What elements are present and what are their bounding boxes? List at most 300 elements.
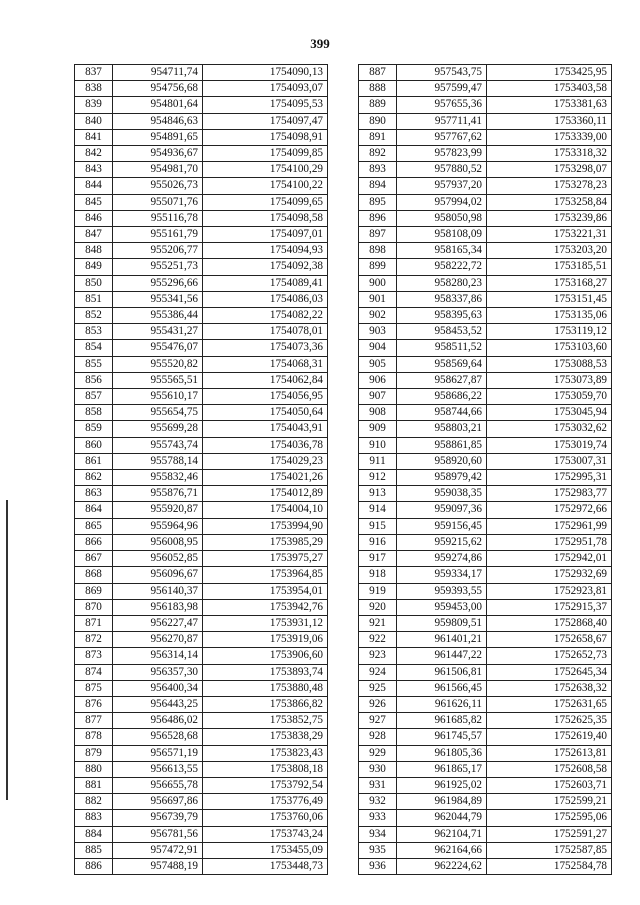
- x-coordinate-cell: 956781,56: [113, 826, 203, 842]
- table-row: [75, 437, 328, 453]
- table-row: [359, 696, 612, 712]
- point-number-cell: 917: [359, 551, 397, 567]
- table-row: [75, 324, 328, 340]
- y-coordinate-cell: 1753919,06: [203, 632, 328, 648]
- y-coordinate-cell: 1753258,84: [487, 194, 612, 210]
- x-coordinate-cell: 954981,70: [113, 162, 203, 178]
- point-number-cell: 840: [75, 113, 113, 129]
- x-coordinate-cell: 955386,44: [113, 308, 203, 324]
- point-number-cell: 897: [359, 227, 397, 243]
- table-row: [75, 81, 328, 97]
- table-row: [359, 275, 612, 291]
- point-number-cell: 870: [75, 599, 113, 615]
- x-coordinate-cell: 957823,99: [397, 146, 487, 162]
- table-row: [359, 534, 612, 550]
- x-coordinate-cell: 956443,25: [113, 696, 203, 712]
- point-number-cell: 871: [75, 615, 113, 631]
- x-coordinate-cell: 956270,87: [113, 632, 203, 648]
- y-coordinate-cell: 1753838,29: [203, 729, 328, 745]
- point-number-cell: 929: [359, 745, 397, 761]
- y-coordinate-cell: 1754073,36: [203, 340, 328, 356]
- y-coordinate-cell: 1752932,69: [487, 567, 612, 583]
- y-coordinate-cell: 1752658,67: [487, 632, 612, 648]
- point-number-cell: 859: [75, 421, 113, 437]
- table-row: [75, 615, 328, 631]
- y-coordinate-cell: 1753985,29: [203, 534, 328, 550]
- y-coordinate-cell: 1754095,53: [203, 97, 328, 113]
- table-row: [359, 194, 612, 210]
- y-coordinate-cell: 1753073,89: [487, 372, 612, 388]
- y-coordinate-cell: 1754086,03: [203, 291, 328, 307]
- y-coordinate-cell: 1753880,48: [203, 680, 328, 696]
- point-number-cell: 861: [75, 453, 113, 469]
- x-coordinate-cell: 954756,68: [113, 81, 203, 97]
- x-coordinate-cell: 958337,86: [397, 291, 487, 307]
- x-coordinate-cell: 961685,82: [397, 713, 487, 729]
- x-coordinate-cell: 955699,28: [113, 421, 203, 437]
- point-number-cell: 845: [75, 194, 113, 210]
- point-number-cell: 852: [75, 308, 113, 324]
- x-coordinate-cell: 954711,74: [113, 65, 203, 81]
- page-number: 399: [310, 36, 330, 51]
- y-coordinate-cell: 1754097,47: [203, 113, 328, 129]
- table-row: [359, 599, 612, 615]
- x-coordinate-cell: 962104,71: [397, 826, 487, 842]
- table-row: [75, 842, 328, 858]
- table-row: [359, 470, 612, 486]
- x-coordinate-cell: 958979,42: [397, 470, 487, 486]
- y-coordinate-cell: 1753088,53: [487, 356, 612, 372]
- x-coordinate-cell: 958569,64: [397, 356, 487, 372]
- x-coordinate-cell: 959156,45: [397, 518, 487, 534]
- y-coordinate-cell: 1753942,76: [203, 599, 328, 615]
- table-row: [75, 259, 328, 275]
- table-row: [75, 389, 328, 405]
- point-number-cell: 855: [75, 356, 113, 372]
- y-coordinate-cell: 1752995,31: [487, 470, 612, 486]
- x-coordinate-cell: 959097,36: [397, 502, 487, 518]
- x-coordinate-cell: 958453,52: [397, 324, 487, 340]
- x-coordinate-cell: 955251,73: [113, 259, 203, 275]
- x-coordinate-cell: 958280,23: [397, 275, 487, 291]
- point-number-cell: 853: [75, 324, 113, 340]
- table-row: [75, 680, 328, 696]
- x-coordinate-cell: 956697,86: [113, 794, 203, 810]
- point-number-cell: 876: [75, 696, 113, 712]
- x-coordinate-cell: 961865,17: [397, 761, 487, 777]
- point-number-cell: 858: [75, 405, 113, 421]
- point-number-cell: 880: [75, 761, 113, 777]
- table-row: [359, 615, 612, 631]
- table-row: [359, 81, 612, 97]
- point-number-cell: 873: [75, 648, 113, 664]
- table-row: [75, 810, 328, 826]
- y-coordinate-cell: 1753203,20: [487, 243, 612, 259]
- y-coordinate-cell: 1753994,90: [203, 518, 328, 534]
- point-number-cell: 868: [75, 567, 113, 583]
- point-number-cell: 916: [359, 534, 397, 550]
- y-coordinate-cell: 1754093,07: [203, 81, 328, 97]
- table-row: [75, 65, 328, 81]
- point-number-cell: 882: [75, 794, 113, 810]
- x-coordinate-cell: 955520,82: [113, 356, 203, 372]
- table-row: [75, 243, 328, 259]
- y-coordinate-cell: 1753403,58: [487, 81, 612, 97]
- x-coordinate-cell: 954846,63: [113, 113, 203, 129]
- y-coordinate-cell: 1752625,35: [487, 713, 612, 729]
- y-coordinate-cell: 1753019,74: [487, 437, 612, 453]
- table-row: [75, 664, 328, 680]
- point-number-cell: 886: [75, 858, 113, 874]
- table-row: [75, 486, 328, 502]
- point-number-cell: 912: [359, 470, 397, 486]
- y-coordinate-cell: 1753059,70: [487, 389, 612, 405]
- point-number-cell: 842: [75, 146, 113, 162]
- point-number-cell: 906: [359, 372, 397, 388]
- table-row: [359, 437, 612, 453]
- table-row: [359, 389, 612, 405]
- table-row: [75, 308, 328, 324]
- point-number-cell: 914: [359, 502, 397, 518]
- table-row: [75, 340, 328, 356]
- x-coordinate-cell: 959038,35: [397, 486, 487, 502]
- x-coordinate-cell: 956613,55: [113, 761, 203, 777]
- y-coordinate-cell: 1753278,23: [487, 178, 612, 194]
- x-coordinate-cell: 956357,30: [113, 664, 203, 680]
- y-coordinate-cell: 1753792,54: [203, 777, 328, 793]
- table-row: [359, 680, 612, 696]
- point-number-cell: 934: [359, 826, 397, 842]
- point-number-cell: 844: [75, 178, 113, 194]
- y-coordinate-cell: 1753975,27: [203, 551, 328, 567]
- table-row: [359, 632, 612, 648]
- point-number-cell: 860: [75, 437, 113, 453]
- table-row: [75, 534, 328, 550]
- y-coordinate-cell: 1753852,75: [203, 713, 328, 729]
- table-row: [75, 227, 328, 243]
- point-number-cell: 921: [359, 615, 397, 631]
- point-number-cell: 872: [75, 632, 113, 648]
- point-number-cell: 909: [359, 421, 397, 437]
- x-coordinate-cell: 956739,79: [113, 810, 203, 826]
- point-number-cell: 915: [359, 518, 397, 534]
- scan-edge-mark: [6, 500, 8, 800]
- table-row: [359, 794, 612, 810]
- table-row: [75, 583, 328, 599]
- point-number-cell: 935: [359, 842, 397, 858]
- point-number-cell: 854: [75, 340, 113, 356]
- table-row: [359, 810, 612, 826]
- y-coordinate-cell: 1753221,31: [487, 227, 612, 243]
- x-coordinate-cell: 958108,09: [397, 227, 487, 243]
- table-row: [75, 551, 328, 567]
- x-coordinate-cell: 958686,22: [397, 389, 487, 405]
- y-coordinate-cell: 1753866,82: [203, 696, 328, 712]
- table-row: [75, 178, 328, 194]
- y-coordinate-cell: 1753823,43: [203, 745, 328, 761]
- x-coordinate-cell: 959393,55: [397, 583, 487, 599]
- y-coordinate-cell: 1752983,77: [487, 486, 612, 502]
- point-number-cell: 850: [75, 275, 113, 291]
- table-row: [359, 567, 612, 583]
- y-coordinate-cell: 1753239,86: [487, 210, 612, 226]
- x-coordinate-cell: 961447,22: [397, 648, 487, 664]
- y-coordinate-cell: 1752915,37: [487, 599, 612, 615]
- x-coordinate-cell: 962044,79: [397, 810, 487, 826]
- x-coordinate-cell: 955431,27: [113, 324, 203, 340]
- table-row: [359, 129, 612, 145]
- point-number-cell: 839: [75, 97, 113, 113]
- point-number-cell: 902: [359, 308, 397, 324]
- point-number-cell: 933: [359, 810, 397, 826]
- table-row: [359, 777, 612, 793]
- y-coordinate-cell: 1752645,34: [487, 664, 612, 680]
- y-coordinate-cell: 1753103,60: [487, 340, 612, 356]
- y-coordinate-cell: 1753339,00: [487, 129, 612, 145]
- point-number-cell: 848: [75, 243, 113, 259]
- x-coordinate-cell: 961401,21: [397, 632, 487, 648]
- x-coordinate-cell: 954801,64: [113, 97, 203, 113]
- x-coordinate-cell: 956183,98: [113, 599, 203, 615]
- table-row: [359, 340, 612, 356]
- y-coordinate-cell: 1753743,24: [203, 826, 328, 842]
- y-coordinate-cell: 1753119,12: [487, 324, 612, 340]
- y-coordinate-cell: 1754099,65: [203, 194, 328, 210]
- point-number-cell: 866: [75, 534, 113, 550]
- x-coordinate-cell: 955476,07: [113, 340, 203, 356]
- y-coordinate-cell: 1754056,95: [203, 389, 328, 405]
- point-number-cell: 841: [75, 129, 113, 145]
- point-number-cell: 889: [359, 97, 397, 113]
- table-row: [359, 745, 612, 761]
- x-coordinate-cell: 961506,81: [397, 664, 487, 680]
- y-coordinate-cell: 1754068,31: [203, 356, 328, 372]
- x-coordinate-cell: 957711,41: [397, 113, 487, 129]
- point-number-cell: 899: [359, 259, 397, 275]
- x-coordinate-cell: 957599,47: [397, 81, 487, 97]
- y-coordinate-cell: 1753954,01: [203, 583, 328, 599]
- table-row: [75, 356, 328, 372]
- x-coordinate-cell: 956571,19: [113, 745, 203, 761]
- table-row: [359, 210, 612, 226]
- y-coordinate-cell: 1752603,71: [487, 777, 612, 793]
- x-coordinate-cell: 959274,86: [397, 551, 487, 567]
- x-coordinate-cell: 961984,89: [397, 794, 487, 810]
- point-number-cell: 877: [75, 713, 113, 729]
- y-coordinate-cell: 1752584,78: [487, 858, 612, 874]
- point-number-cell: 925: [359, 680, 397, 696]
- point-number-cell: 867: [75, 551, 113, 567]
- x-coordinate-cell: 956655,78: [113, 777, 203, 793]
- y-coordinate-cell: 1754078,01: [203, 324, 328, 340]
- x-coordinate-cell: 962224,62: [397, 858, 487, 874]
- y-coordinate-cell: 1753381,63: [487, 97, 612, 113]
- table-row: [359, 518, 612, 534]
- table-row: [75, 518, 328, 534]
- point-number-cell: 878: [75, 729, 113, 745]
- table-row: [359, 324, 612, 340]
- y-coordinate-cell: 1752631,65: [487, 696, 612, 712]
- point-number-cell: 881: [75, 777, 113, 793]
- table-row: [75, 97, 328, 113]
- x-coordinate-cell: 959809,51: [397, 615, 487, 631]
- point-number-cell: 893: [359, 162, 397, 178]
- y-coordinate-cell: 1753168,27: [487, 275, 612, 291]
- table-row: [75, 275, 328, 291]
- x-coordinate-cell: 959453,00: [397, 599, 487, 615]
- y-coordinate-cell: 1752923,81: [487, 583, 612, 599]
- table-row: [75, 794, 328, 810]
- point-number-cell: 869: [75, 583, 113, 599]
- x-coordinate-cell: 955116,78: [113, 210, 203, 226]
- point-number-cell: 901: [359, 291, 397, 307]
- point-number-cell: 862: [75, 470, 113, 486]
- point-number-cell: 857: [75, 389, 113, 405]
- table-row: [359, 146, 612, 162]
- point-number-cell: 922: [359, 632, 397, 648]
- y-coordinate-cell: 1753032,62: [487, 421, 612, 437]
- y-coordinate-cell: 1752613,81: [487, 745, 612, 761]
- table-row: [75, 194, 328, 210]
- point-number-cell: 931: [359, 777, 397, 793]
- y-coordinate-cell: 1753455,09: [203, 842, 328, 858]
- table-row: [75, 113, 328, 129]
- point-number-cell: 838: [75, 81, 113, 97]
- y-coordinate-cell: 1752652,73: [487, 648, 612, 664]
- point-number-cell: 896: [359, 210, 397, 226]
- y-coordinate-cell: 1754090,13: [203, 65, 328, 81]
- x-coordinate-cell: 957655,36: [397, 97, 487, 113]
- x-coordinate-cell: 955788,14: [113, 453, 203, 469]
- table-row: [75, 146, 328, 162]
- table-row: [75, 826, 328, 842]
- x-coordinate-cell: 955341,56: [113, 291, 203, 307]
- point-number-cell: 908: [359, 405, 397, 421]
- table-row: [359, 842, 612, 858]
- point-number-cell: 883: [75, 810, 113, 826]
- x-coordinate-cell: 956008,95: [113, 534, 203, 550]
- x-coordinate-cell: 958222,72: [397, 259, 487, 275]
- y-coordinate-cell: 1754092,38: [203, 259, 328, 275]
- x-coordinate-cell: 958627,87: [397, 372, 487, 388]
- coordinates-table-left: [74, 64, 328, 875]
- coordinates-table-right: [358, 64, 612, 875]
- table-row: [75, 648, 328, 664]
- point-number-cell: 894: [359, 178, 397, 194]
- point-number-cell: 920: [359, 599, 397, 615]
- x-coordinate-cell: 956400,34: [113, 680, 203, 696]
- table-row: [359, 308, 612, 324]
- y-coordinate-cell: 1752599,21: [487, 794, 612, 810]
- table-row: [75, 453, 328, 469]
- point-number-cell: 846: [75, 210, 113, 226]
- table-row: [359, 97, 612, 113]
- point-number-cell: 837: [75, 65, 113, 81]
- table-row: [359, 858, 612, 874]
- table-row: [359, 113, 612, 129]
- y-coordinate-cell: 1753007,31: [487, 453, 612, 469]
- y-coordinate-cell: 1753760,06: [203, 810, 328, 826]
- table-row: [75, 421, 328, 437]
- y-coordinate-cell: 1753906,60: [203, 648, 328, 664]
- y-coordinate-cell: 1753808,18: [203, 761, 328, 777]
- y-coordinate-cell: 1754097,01: [203, 227, 328, 243]
- x-coordinate-cell: 958803,21: [397, 421, 487, 437]
- table-row: [359, 65, 612, 81]
- table-row: [359, 761, 612, 777]
- point-number-cell: 843: [75, 162, 113, 178]
- table-row: [359, 356, 612, 372]
- x-coordinate-cell: 955743,74: [113, 437, 203, 453]
- x-coordinate-cell: 955296,66: [113, 275, 203, 291]
- table-row: [359, 291, 612, 307]
- table-row: [75, 502, 328, 518]
- point-number-cell: 856: [75, 372, 113, 388]
- y-coordinate-cell: 1753776,49: [203, 794, 328, 810]
- point-number-cell: 923: [359, 648, 397, 664]
- x-coordinate-cell: 956486,02: [113, 713, 203, 729]
- y-coordinate-cell: 1753893,74: [203, 664, 328, 680]
- table-row: [359, 648, 612, 664]
- table-row: [359, 826, 612, 842]
- y-coordinate-cell: 1754062,84: [203, 372, 328, 388]
- point-number-cell: 890: [359, 113, 397, 129]
- y-coordinate-cell: 1752608,58: [487, 761, 612, 777]
- point-number-cell: 913: [359, 486, 397, 502]
- table-row: [75, 599, 328, 615]
- y-coordinate-cell: 1752868,40: [487, 615, 612, 631]
- y-coordinate-cell: 1753135,06: [487, 308, 612, 324]
- table-row: [359, 227, 612, 243]
- x-coordinate-cell: 958165,34: [397, 243, 487, 259]
- x-coordinate-cell: 958920,60: [397, 453, 487, 469]
- table-row: [359, 551, 612, 567]
- x-coordinate-cell: 961805,36: [397, 745, 487, 761]
- y-coordinate-cell: 1753298,07: [487, 162, 612, 178]
- table-row: [359, 372, 612, 388]
- point-number-cell: 895: [359, 194, 397, 210]
- y-coordinate-cell: 1752638,32: [487, 680, 612, 696]
- y-coordinate-cell: 1754036,78: [203, 437, 328, 453]
- x-coordinate-cell: 955161,79: [113, 227, 203, 243]
- x-coordinate-cell: 955920,87: [113, 502, 203, 518]
- table-row: [75, 372, 328, 388]
- point-number-cell: 884: [75, 826, 113, 842]
- y-coordinate-cell: 1754089,41: [203, 275, 328, 291]
- y-coordinate-cell: 1753045,94: [487, 405, 612, 421]
- x-coordinate-cell: 957994,02: [397, 194, 487, 210]
- y-coordinate-cell: 1753448,73: [203, 858, 328, 874]
- x-coordinate-cell: 957472,91: [113, 842, 203, 858]
- table-row: [75, 470, 328, 486]
- point-number-cell: 875: [75, 680, 113, 696]
- x-coordinate-cell: 957488,19: [113, 858, 203, 874]
- point-number-cell: 900: [359, 275, 397, 291]
- table-row: [359, 405, 612, 421]
- y-coordinate-cell: 1754098,58: [203, 210, 328, 226]
- y-coordinate-cell: 1753931,12: [203, 615, 328, 631]
- y-coordinate-cell: 1754100,29: [203, 162, 328, 178]
- y-coordinate-cell: 1754094,93: [203, 243, 328, 259]
- y-coordinate-cell: 1754082,22: [203, 308, 328, 324]
- y-coordinate-cell: 1754012,89: [203, 486, 328, 502]
- point-number-cell: 849: [75, 259, 113, 275]
- y-coordinate-cell: 1754050,64: [203, 405, 328, 421]
- x-coordinate-cell: 959334,17: [397, 567, 487, 583]
- point-number-cell: 926: [359, 696, 397, 712]
- table-row: [359, 583, 612, 599]
- x-coordinate-cell: 958861,85: [397, 437, 487, 453]
